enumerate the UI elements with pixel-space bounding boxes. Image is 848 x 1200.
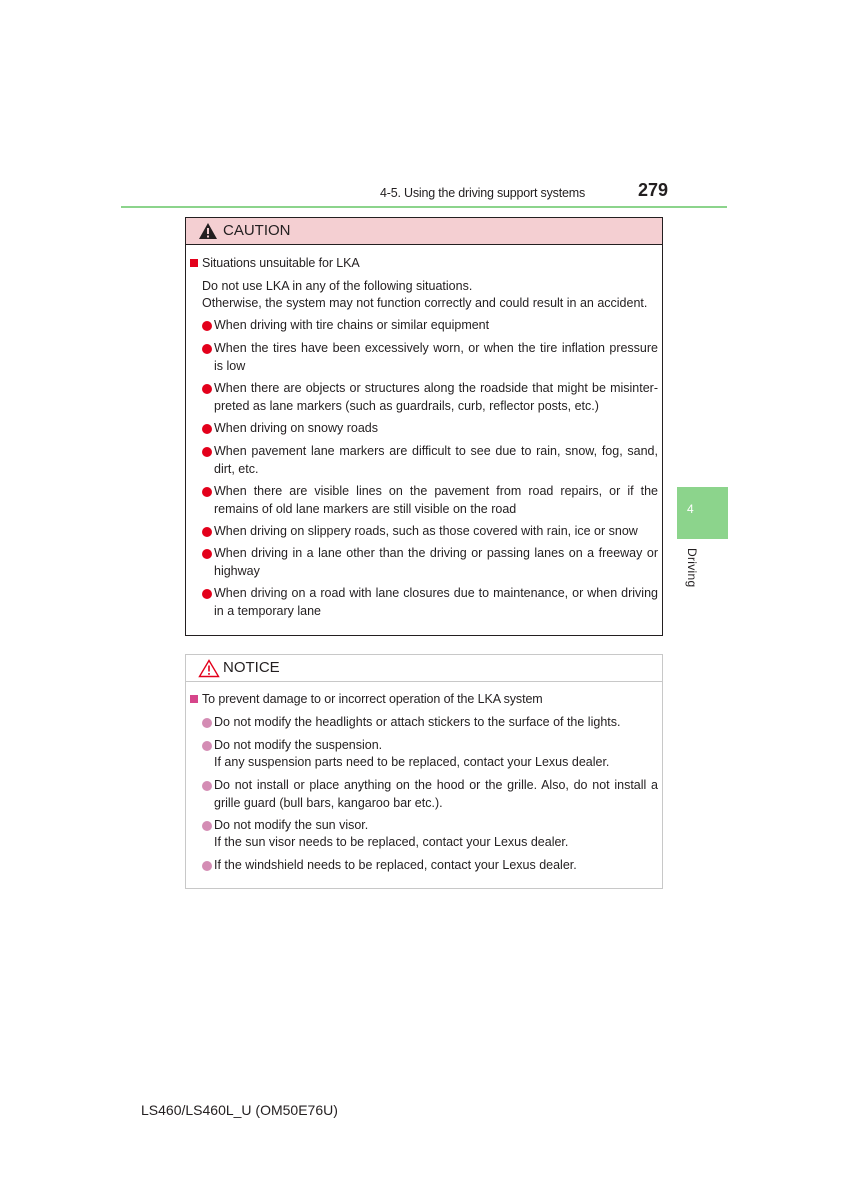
caution-label: CAUTION (223, 222, 291, 239)
bullet-dot-icon (202, 447, 212, 457)
list-item: When driving on a road with lane closures due to maintenance, or when driving in a temporary lane (202, 585, 658, 620)
bullet-dot-icon (202, 424, 212, 434)
bullet-dot-icon (202, 487, 212, 497)
bullet-dot-icon (202, 821, 212, 831)
bullet-dot-icon (202, 718, 212, 728)
list-item: If the windshield needs to be replaced, contact your Lexus dealer. (202, 857, 658, 875)
list-item: When pavement lane markers are difficult to see due to rain, snow, fog, sand, dirt, etc. (202, 443, 658, 478)
list-item: When driving on snowy roads (202, 420, 658, 438)
header-rule (121, 206, 727, 208)
page-number: 279 (638, 180, 669, 200)
list-item-continuation: If any suspension parts need to be replaced, contact your Lexus dealer. (214, 755, 610, 769)
header-section-title: 4-5. Using the driving support systems (380, 186, 585, 200)
square-bullet-icon (190, 695, 198, 703)
bullet-dot-icon (202, 344, 212, 354)
list-item: When there are visible lines on the pavement from road repairs, or if the remains of old lane markers are still visible on the road (202, 483, 658, 518)
list-item: When the tires have been excessively worn, or when the tire inflation pressure is low (202, 340, 658, 375)
notice-section-title: To prevent damage to or incorrect operation of the LKA system (190, 692, 543, 706)
square-bullet-icon (190, 259, 198, 267)
list-item: When driving in a lane other than the driving or passing lanes on a freeway or highway (202, 545, 658, 580)
bullet-dot-icon (202, 589, 212, 599)
list-item: Do not modify the suspension. (202, 737, 658, 755)
warning-outline-icon (198, 659, 220, 678)
bullet-dot-icon (202, 741, 212, 751)
notice-box (185, 654, 663, 889)
bullet-dot-icon (202, 321, 212, 331)
chapter-number: 4 (687, 502, 694, 516)
chapter-label: Driving (685, 548, 699, 588)
list-item: Do not install or place anything on the hood or the grille. Also, do not install a grille guard (bull bars, kangaroo bar etc.). (202, 777, 658, 812)
list-item-continuation: If the sun visor needs to be replaced, contact your Lexus dealer. (214, 835, 569, 849)
bullet-dot-icon (202, 384, 212, 394)
bullet-dot-icon (202, 527, 212, 537)
caution-header (186, 218, 662, 245)
list-item: When there are objects or structures along the roadside that might be misinter-preted as lane markers (such as guardrails, curb, reflector posts, etc.) (202, 380, 658, 415)
notice-label: NOTICE (223, 659, 280, 676)
list-item: Do not modify the headlights or attach stickers to the surface of the lights. (202, 714, 658, 732)
chapter-tab (677, 487, 728, 539)
bullet-dot-icon (202, 549, 212, 559)
caution-section-title: Situations unsuitable for LKA (190, 256, 360, 270)
bullet-dot-icon (202, 861, 212, 871)
caution-intro-line: Do not use LKA in any of the following situations. (202, 279, 473, 293)
list-item: When driving on slippery roads, such as those covered with rain, ice or snow (202, 523, 658, 541)
list-item: Do not modify the sun visor. (202, 817, 658, 835)
bullet-dot-icon (202, 781, 212, 791)
footer-model-code: LS460/LS460L_U (OM50E76U) (141, 1102, 338, 1118)
notice-header (186, 655, 662, 682)
list-item: When driving with tire chains or similar equipment (202, 317, 658, 335)
warning-icon (198, 222, 218, 240)
caution-intro-line: Otherwise, the system may not function correctly and could result in an accident. (202, 296, 648, 310)
caution-box (185, 217, 663, 636)
